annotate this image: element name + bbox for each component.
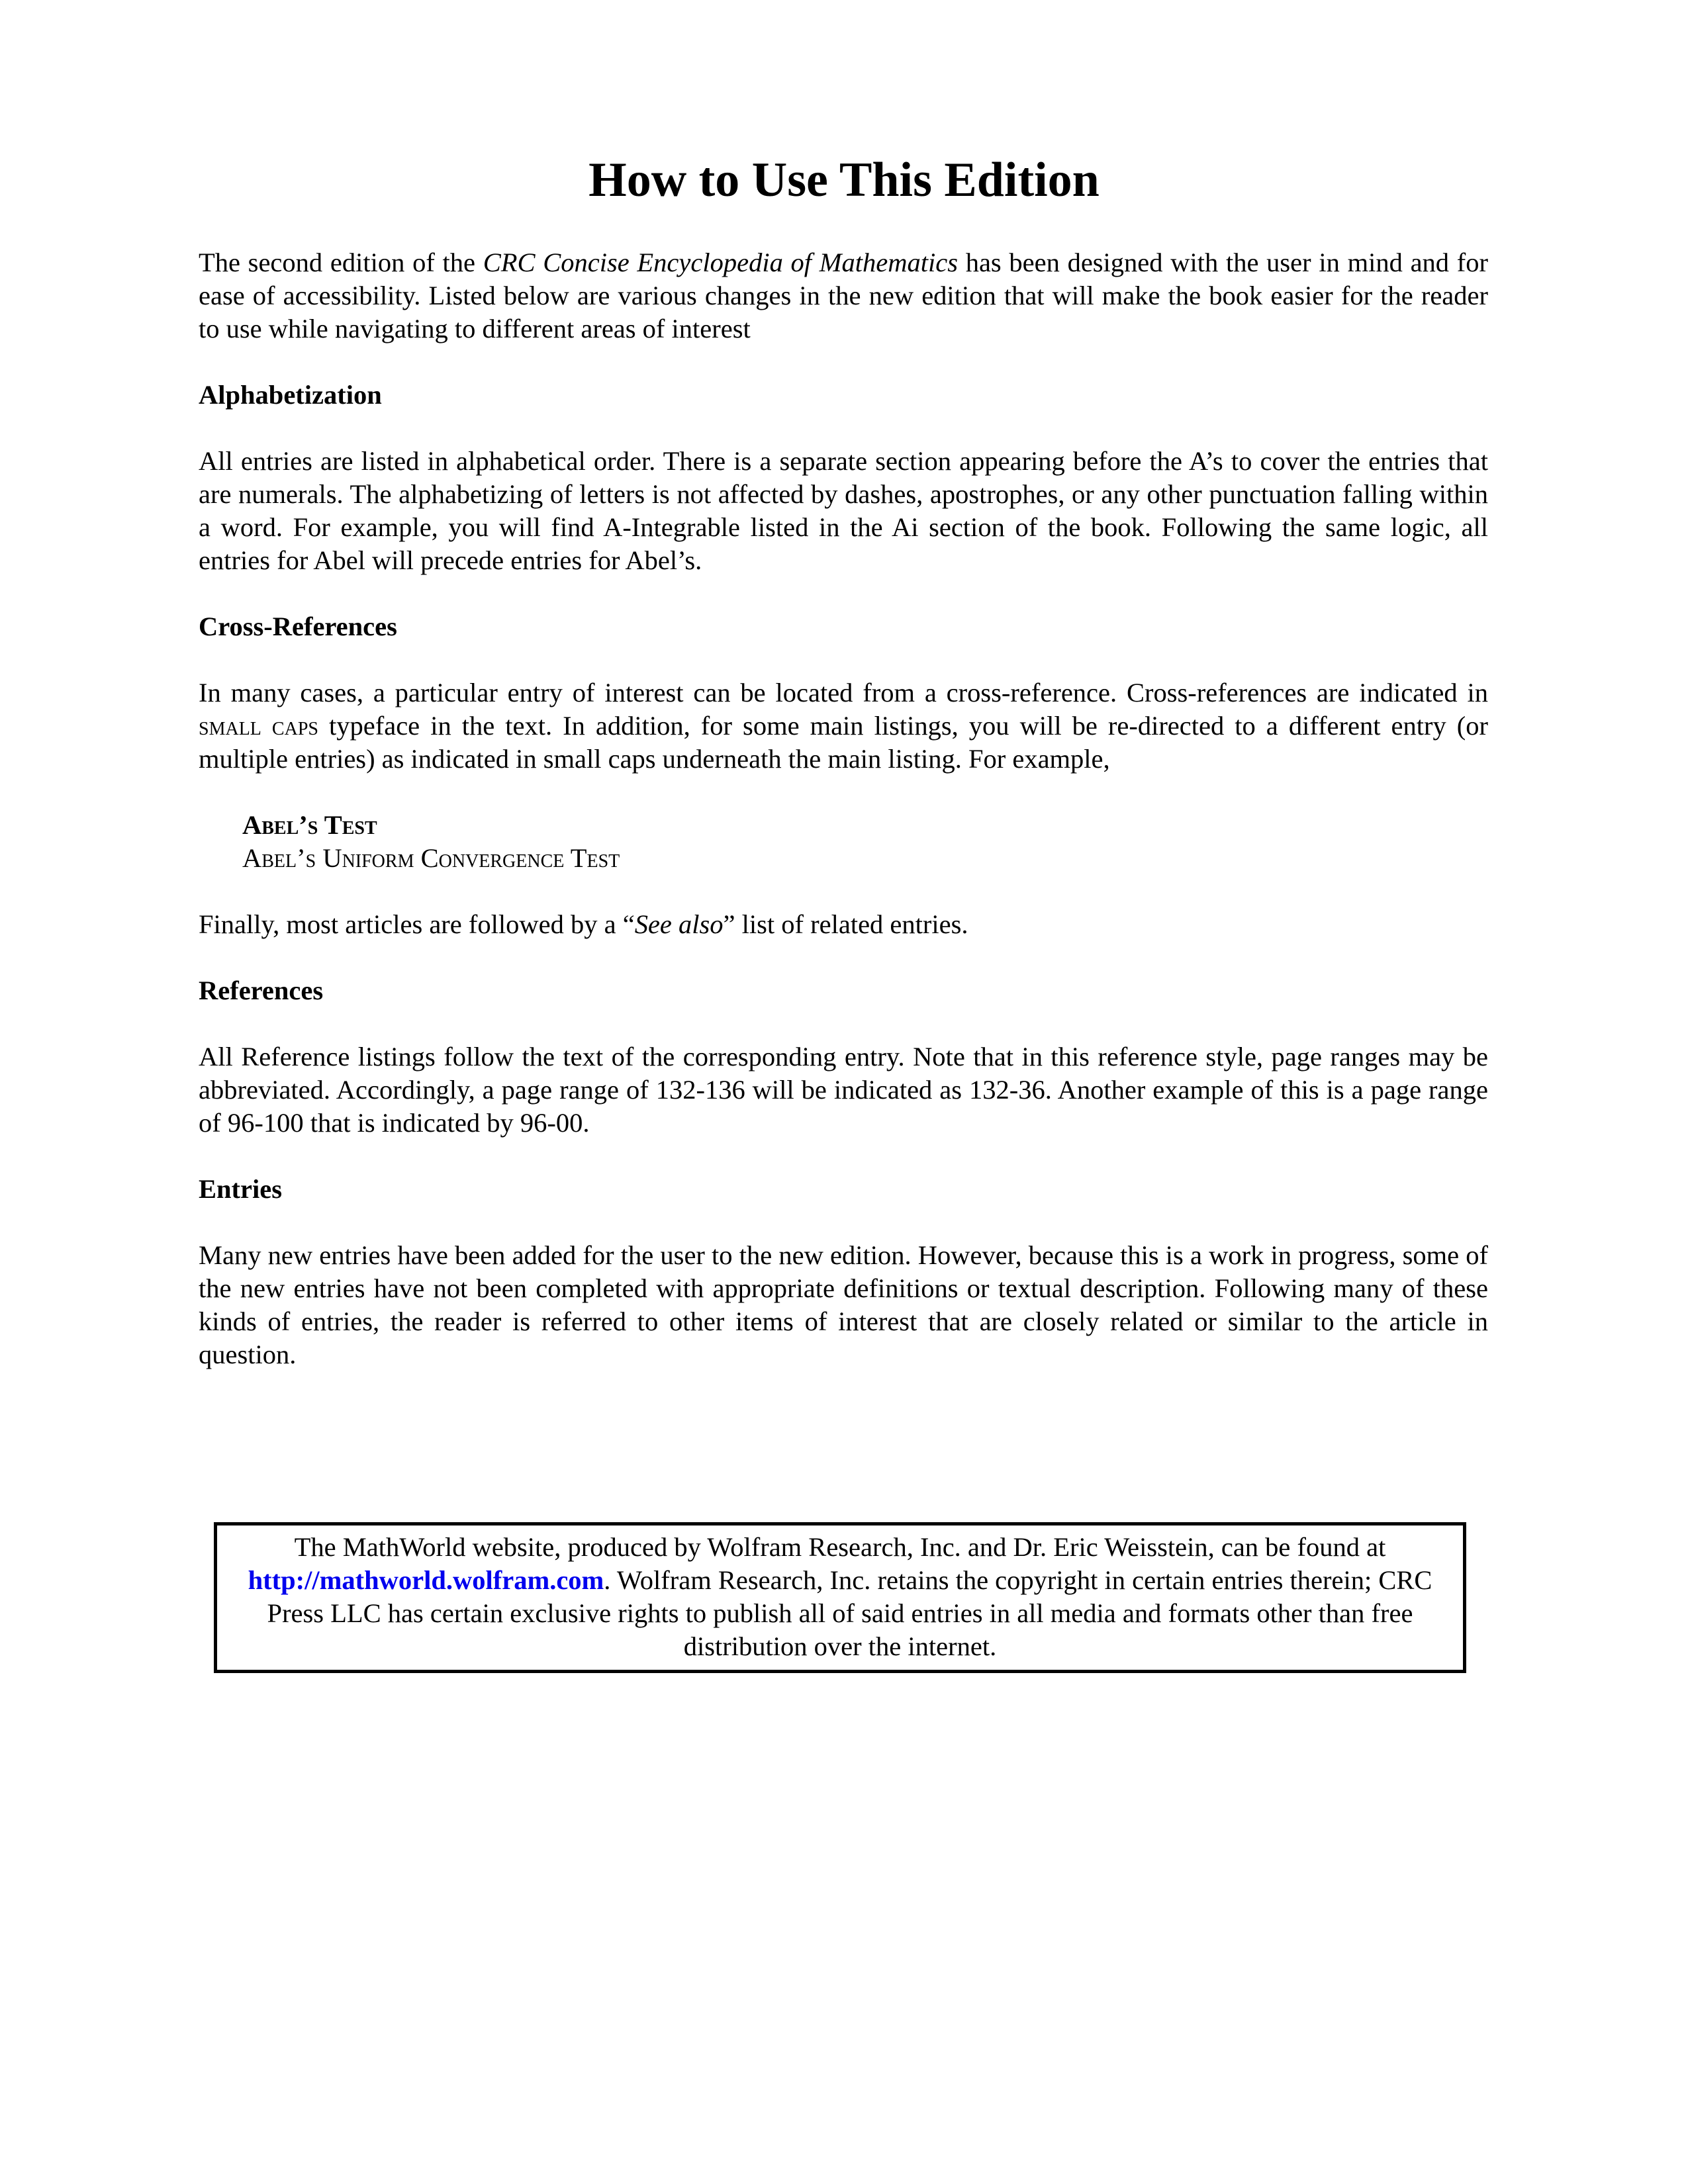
intro-text-after: has been designed with the user in mind and for ease of accessibility. Listed below are various changes in the new edition that will make the book easier for the reader to use while navigating to different areas of interest [199,248,1488,343]
cross-references-paragraph [199,676,1488,776]
book-title: CRC Concise Encyclopedia of Mathematics [483,248,958,277]
intro-text-before: The second edition of the [199,248,483,277]
alphabetization-paragraph: All entries are listed in alphabetical order. There is a separate section appearing before the A’s to cover the entries that are numerals. The alphabetizing of letters is not affected by dashes, apostrophes, or any other punctuation falling within a word. For example, you will find A-Integrable listed in the Ai section of the book. Following the same logic, all entries for Abel will precede entries for Abel’s. [199,446,1488,575]
example-main-entry: Abel’s Test [242,810,377,840]
main-content [199,246,1488,1404]
notice-body [217,1564,1463,1663]
alphabetization-heading: Alphabetization [199,380,382,410]
mathworld-notice-box [214,1522,1466,1673]
small-caps-term: small caps [199,711,318,741]
notice-text-after-link: . Wolfram Research, Inc. retains the copyright in certain entries therein; CRC Press LLC has certain exclusive rights to publish all of said entries in all media and formats other than free distribution over the internet. [267,1565,1432,1661]
see-also-text-before: Finally, most articles are followed by a “ [199,909,635,939]
cross-references-text-after: typeface in the text. In addition, for some main listings, you will be re-directed to a different entry (or multiple entries) as indicated in small caps underneath the main listing. For example, [199,711,1489,774]
references-heading: References [199,976,324,1005]
cross-references-heading: Cross-References [199,612,397,641]
entries-heading: Entries [199,1174,282,1204]
cross-references-text-before: In many cases, a particular entry of interest can be located from a cross-reference. Cross-references are indicated in [199,678,1488,707]
see-also-text-after: ” list of related entries. [723,909,968,939]
cross-reference-example [242,809,1488,875]
see-also-term: See also [634,909,724,939]
references-paragraph: All Reference listings follow the text of the corresponding entry. Note that in this reference style, page ranges may be abbreviated. Accordingly, a page range of 132-136 will be indicated as 132-36. Another example of this is a page range of 96-100 that is indicated by 96-00. [199,1042,1488,1138]
page-title: How to Use This Edition [588,153,1100,207]
notice-line-1: The MathWorld website, produced by Wolfram Research, Inc. and Dr. Eric Weisstein, can be found at [294,1532,1386,1562]
mathworld-link[interactable]: http://mathworld.wolfram.com [248,1565,604,1595]
entries-paragraph: Many new entries have been added for the user to the new edition. However, because this is a work in progress, some of the new entries have not been completed with appropriate definitions or textual description. Following many of these kinds of entries, the reader is referred to other items of interest that are closely related or similar to the article in question. [199,1240,1488,1369]
example-redirect-entry: Abel’s Uniform Convergence Test [242,843,620,873]
intro-paragraph [199,246,1488,345]
see-also-paragraph [199,908,1488,941]
